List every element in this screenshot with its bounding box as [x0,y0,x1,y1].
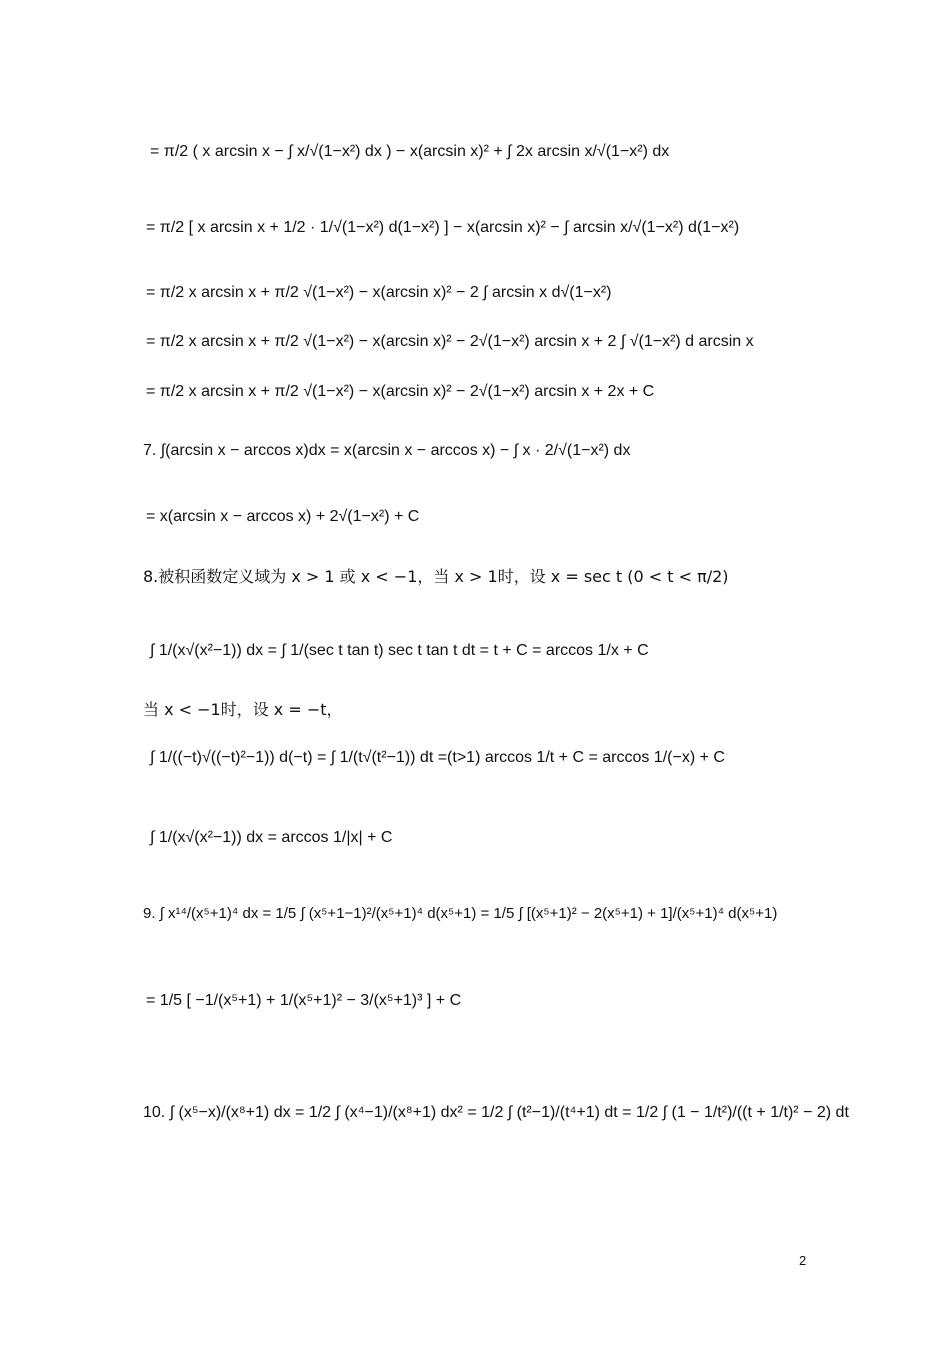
equation-text: ∫ 1/(x√(x²−1)) dx = ∫ 1/(sec t tan t) sec t tan t dt = t + C = arccos 1/x + C [150,642,649,659]
page-number [799,1254,806,1267]
equation-text: = π/2 ( x arcsin x − ∫ x/√(1−x²) dx ) − x(arcsin x)² + ∫ 2x arcsin x/√(1−x²) dx [150,143,670,160]
equation-line-2 [146,220,739,236]
problem-7 [143,443,630,459]
problem-9 [143,906,777,921]
problem-10 [143,1105,849,1121]
equation-line-4 [146,334,754,350]
problem-8-case [143,702,343,718]
equation-text: ∫ 1/((−t)√((−t)²−1)) d(−t) = ∫ 1/(t√(t²−1)) dt =(t>1) arccos 1/t + C = arccos 1/(−x) + C [150,749,725,766]
equation-line-1 [150,144,669,160]
equation-text: 7. ∫(arcsin x − arccos x)dx = x(arcsin x − arccos x) − ∫ x · 2/√(1−x²) dx [143,442,631,459]
problem-9-result [146,993,461,1009]
equation-text: = π/2 x arcsin x + π/2 √(1−x²) − x(arcsin x)² − 2√(1−x²) arcsin x + 2 ∫ √(1−x²) d arcsin x [146,333,754,350]
problem-8 [143,569,729,585]
equation-text: 10. ∫ (x⁵−x)/(x⁸+1) dx = 1/2 ∫ (x⁴−1)/(x⁸+1) dx² = 1/2 ∫ (t²−1)/(t⁴+1) dt = 1/2 ∫ (1 − 1/t²)/((t + 1/t)² − 2) dt [143,1104,849,1121]
problem-7-result [146,509,419,525]
problem-8-result [150,830,392,846]
equation-text: = 1/5 [ −1/(x⁵+1) + 1/(x⁵+1)² − 3/(x⁵+1)³ ] + C [146,992,462,1009]
equation-text: 9. ∫ x¹⁴/(x⁵+1)⁴ dx = 1/5 ∫ (x⁵+1−1)²/(x⁵+1)⁴ d(x⁵+1) = 1/5 ∫ [(x⁵+1)² − 2(x⁵+1) + 1]/(x⁵+1)⁴ d(x⁵+1) [143,905,778,922]
equation-text: 当 x < −1时，设 x = −t， [143,700,343,719]
problem-8-step-2 [150,750,725,766]
equation-text: 8.被积函数定义域为 x > 1 或 x < −1，当 x > 1时，设 x = sec t (0 < t < π/2) [143,567,729,586]
equation-line-5 [146,384,654,400]
equation-text: ∫ 1/(x√(x²−1)) dx = arccos 1/|x| + C [150,829,393,846]
page-number-text: 2 [799,1253,807,1268]
equation-text: = π/2 x arcsin x + π/2 √(1−x²) − x(arcsin x)² − 2 ∫ arcsin x d√(1−x²) [146,284,612,301]
equation-line-3 [146,285,611,301]
problem-8-step-1 [150,643,649,659]
equation-text: = π/2 x arcsin x + π/2 √(1−x²) − x(arcsin x)² − 2√(1−x²) arcsin x + 2x + C [146,383,655,400]
equation-text: = π/2 [ x arcsin x + 1/2 · 1/√(1−x²) d(1−x²) ] − x(arcsin x)² − ∫ arcsin x/√(1−x²) d(1−x²) [146,219,740,236]
equation-text: = x(arcsin x − arccos x) + 2√(1−x²) + C [146,508,420,525]
